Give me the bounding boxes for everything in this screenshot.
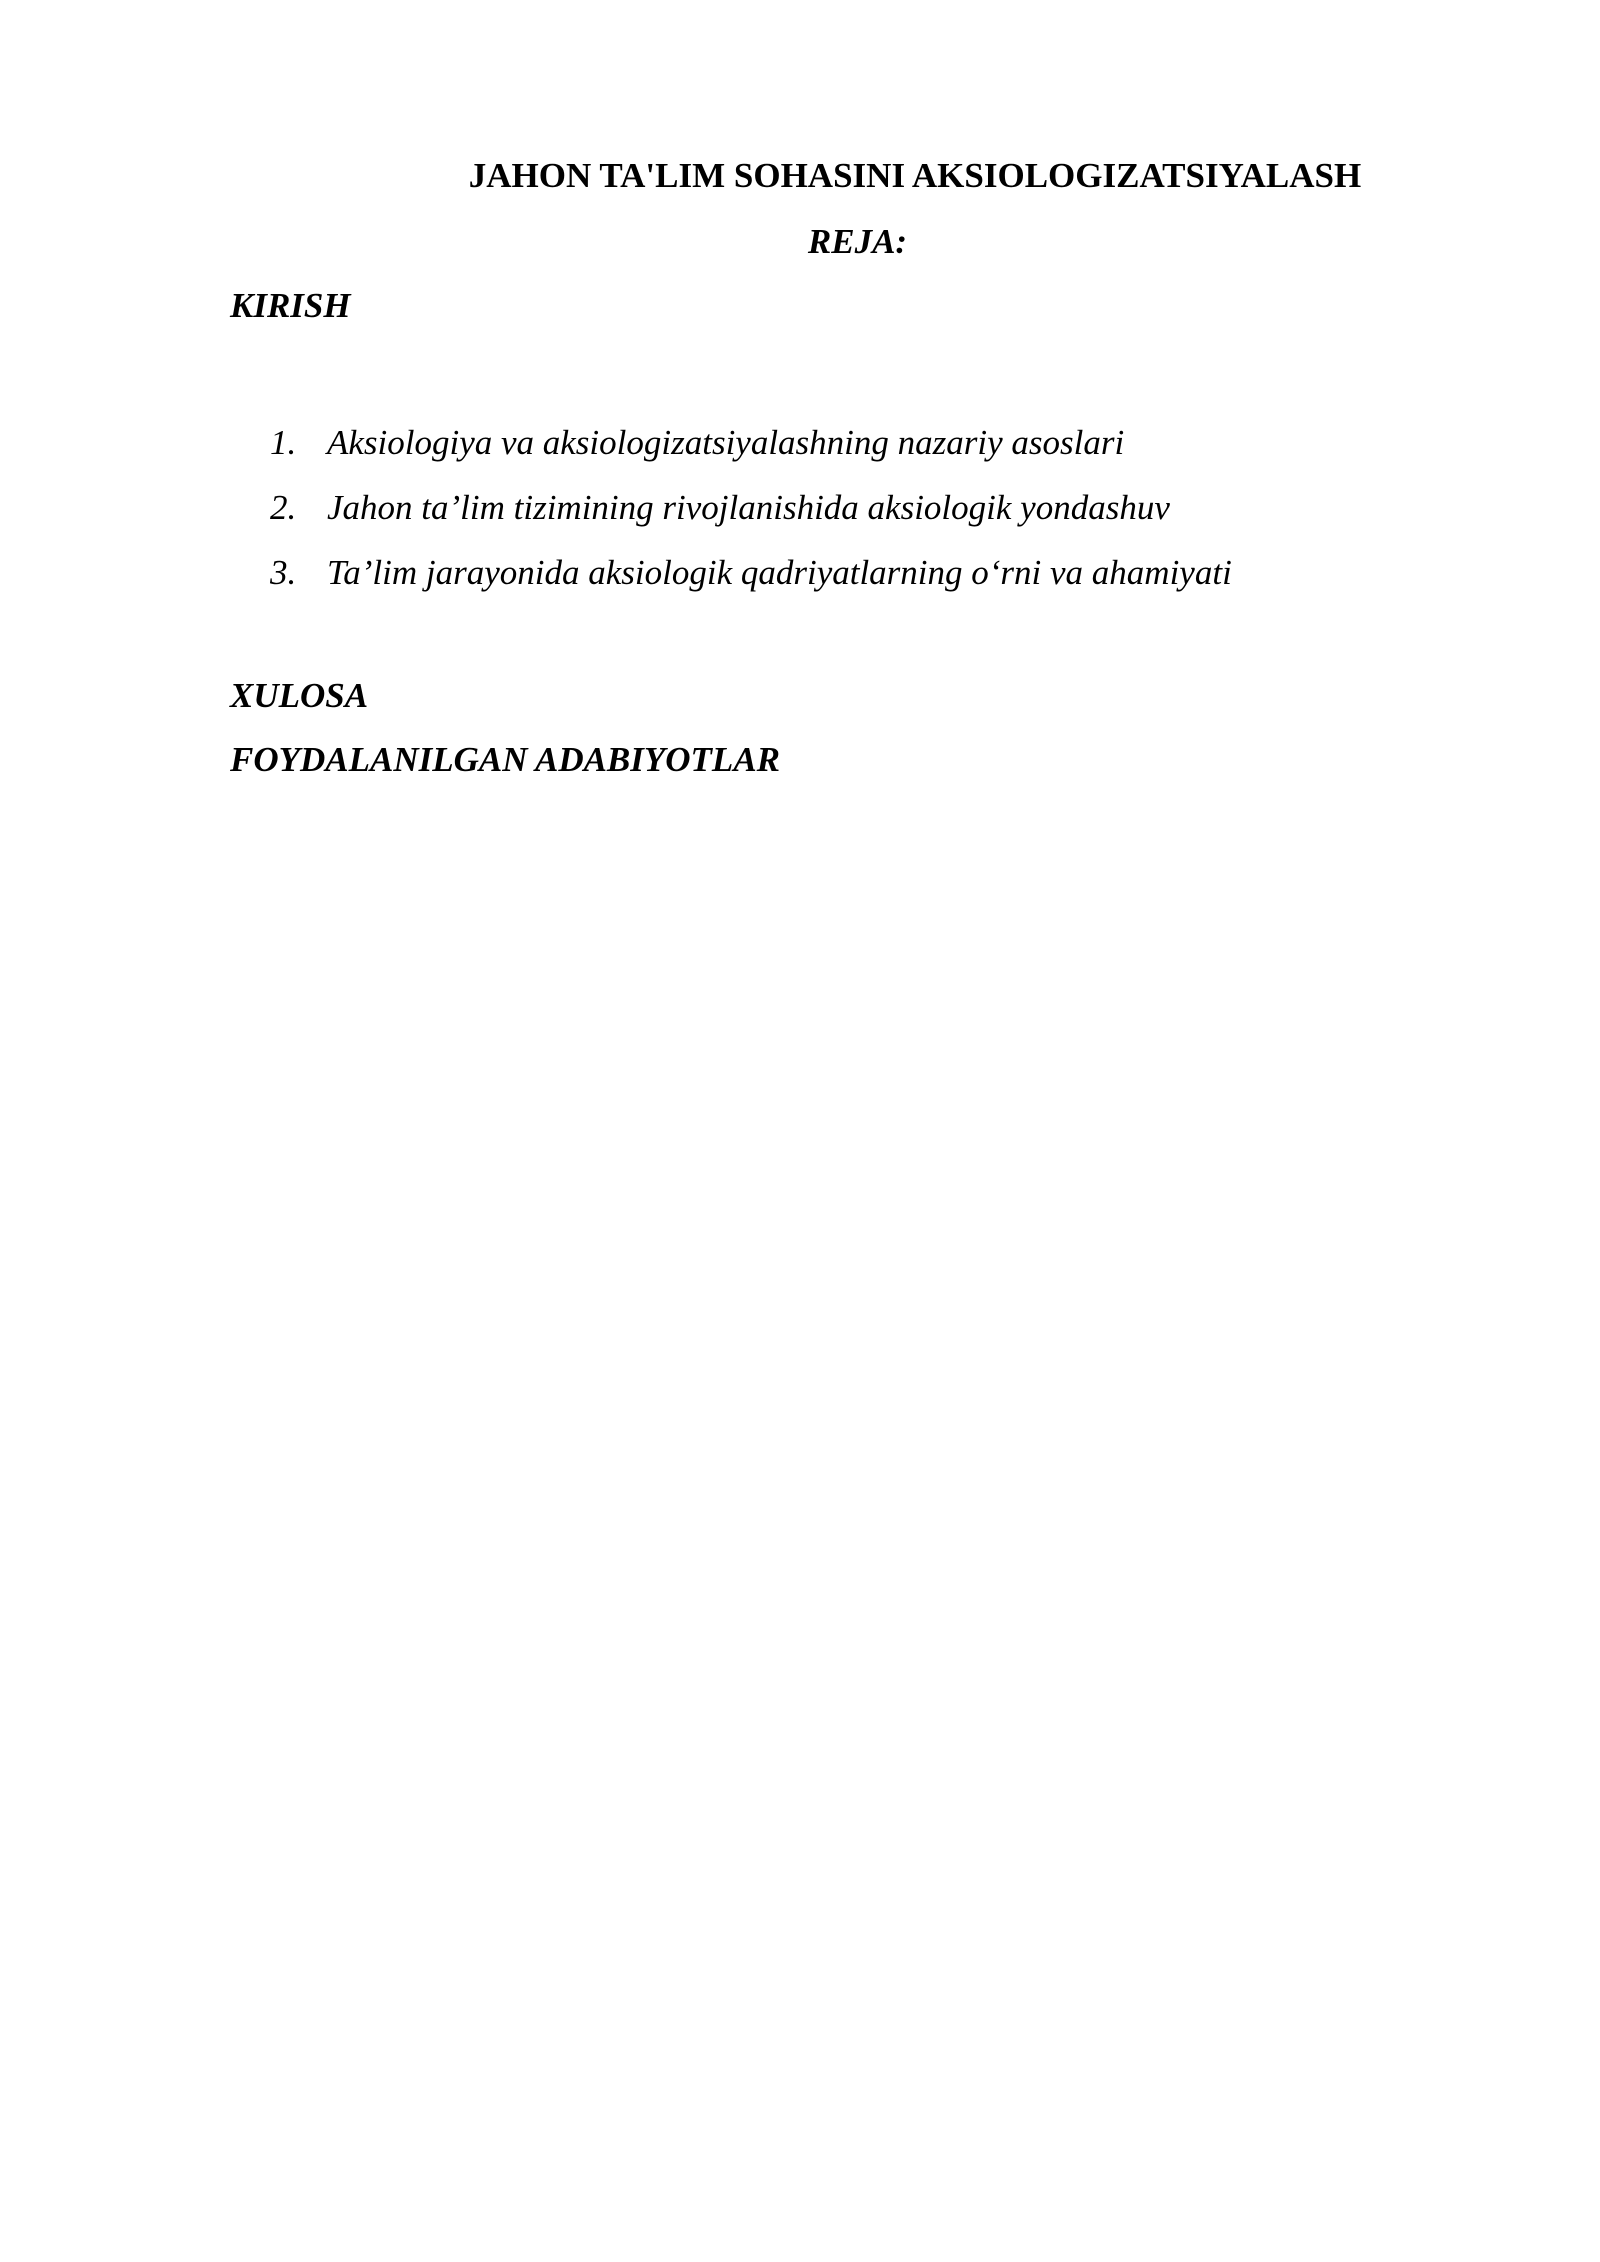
- plan-item-text: Ta’lim jarayonida aksiologik qadriyatlarning o‘rni va ahamiyati: [327, 553, 1232, 592]
- document-title: JAHON TA'LIM SOHASINI AKSIOLOGIZATSIYALASH: [468, 156, 1362, 195]
- plan-item-number: 2.: [270, 488, 297, 527]
- plan-item: [270, 410, 1232, 475]
- references-heading: FOYDALANILGAN ADABIYOTLAR: [230, 740, 781, 779]
- plan-item-number: 1.: [270, 423, 297, 462]
- plan-item: [270, 475, 1232, 540]
- plan-item-text: Aksiologiya va aksiologizatsiyalashning nazariy asoslari: [327, 423, 1125, 462]
- plan-item: [270, 540, 1232, 605]
- plan-item-text: Jahon ta’lim tizimining rivojlanishida aksiologik yondashuv: [327, 488, 1170, 527]
- plan-item-number: 3.: [270, 553, 297, 592]
- plan-heading: REJA:: [807, 222, 908, 261]
- plan-list: [270, 410, 1232, 605]
- intro-heading: KIRISH: [230, 286, 351, 325]
- conclusion-heading: XULOSA: [230, 676, 369, 715]
